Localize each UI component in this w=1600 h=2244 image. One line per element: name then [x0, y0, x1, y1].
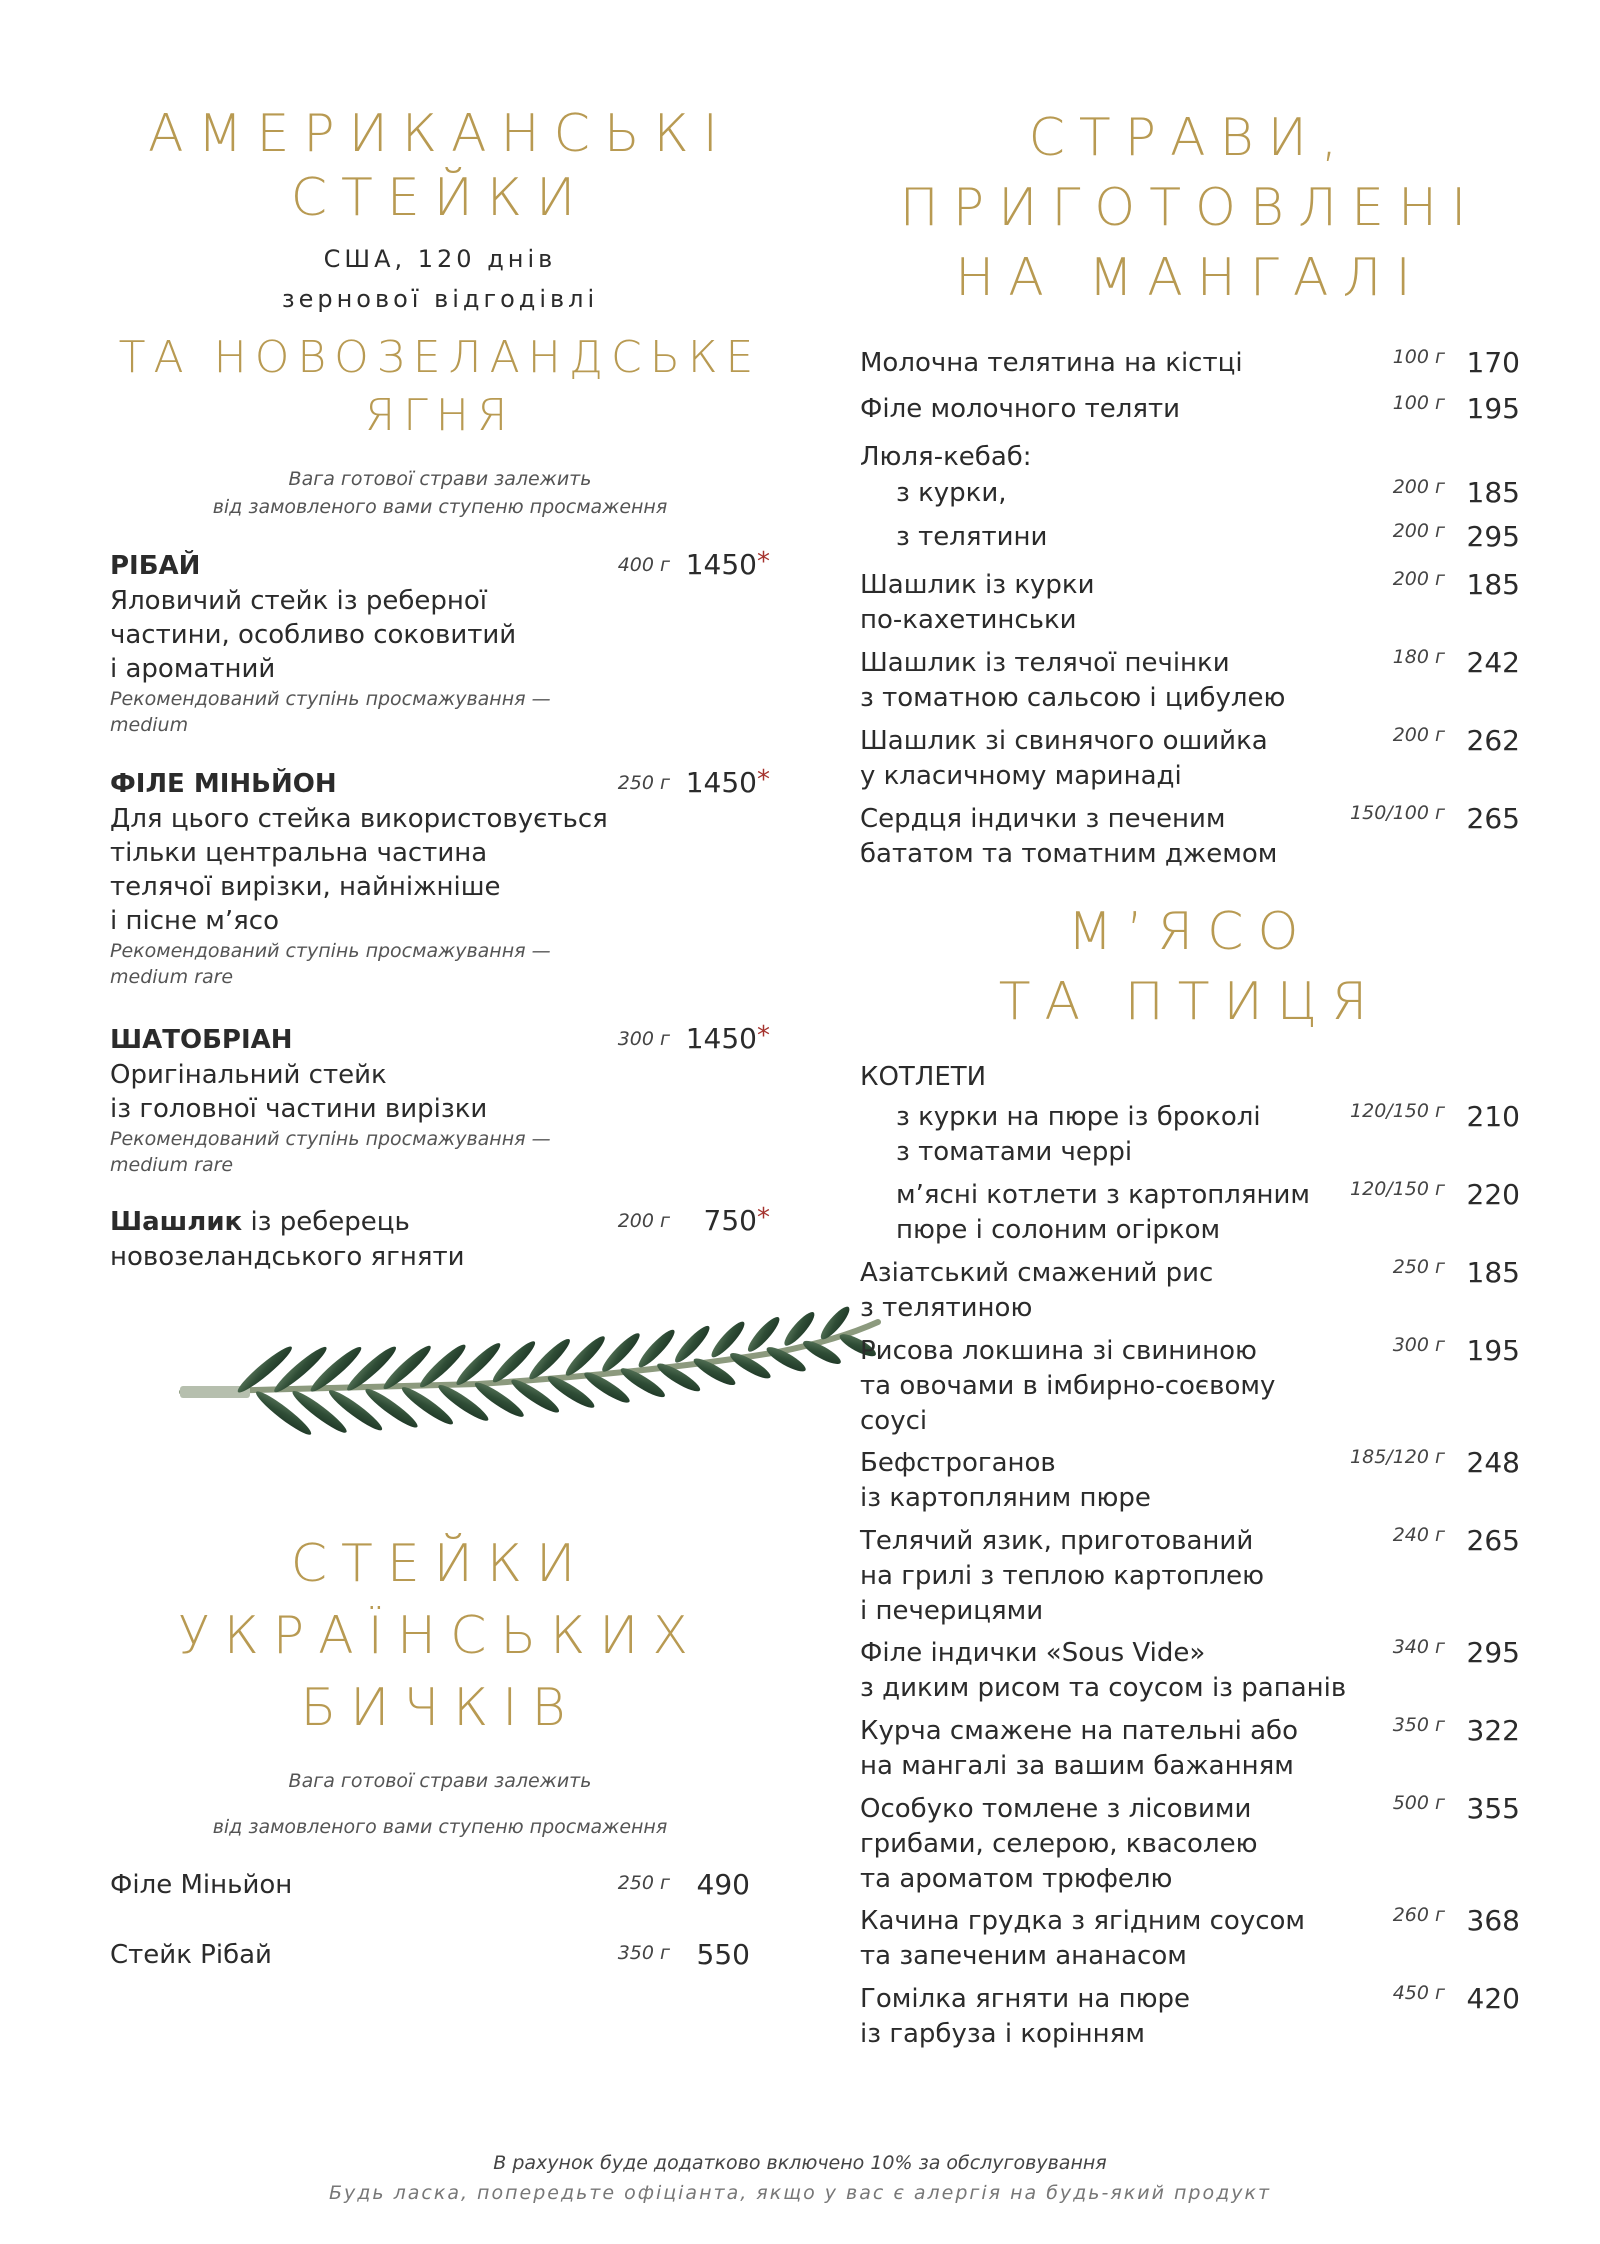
grill-menu-item — [860, 346, 1520, 381]
item-weight: 120/150 г — [1350, 1100, 1445, 1122]
asterisk-mark: * — [757, 765, 770, 795]
meat-title-line1: М’ЯСО — [1067, 902, 1313, 962]
item-description-line: тільки центральна частина — [110, 838, 488, 868]
item-title — [110, 1204, 770, 1240]
recommended-doneness: medium rare — [110, 1154, 234, 1176]
meat-menu-item — [860, 1792, 1520, 1897]
american-note-line1: Вага готової страви залежить — [288, 468, 592, 490]
asterisk-mark: * — [757, 1203, 770, 1233]
item-title-text: ШАТОБРІАН — [110, 1025, 293, 1055]
item-title-text: Шашлик — [110, 1207, 243, 1237]
meat-menu-item — [860, 1256, 1520, 1326]
item-price: 550 — [696, 1938, 750, 1971]
allergy-note: Будь ласка, попередьте офіціанта, якщо у вас є алергія на будь-який продукт — [328, 2182, 1272, 2204]
recommended-doneness: medium — [110, 714, 189, 736]
item-weight: 200 г — [1392, 724, 1445, 746]
item-name-line: Телячий язик, приготований — [860, 1526, 1254, 1556]
item-name-line: із картопляним пюре — [860, 1483, 1151, 1513]
item-weight: 120/150 г — [1350, 1178, 1445, 1200]
american-menu-item — [110, 548, 770, 738]
item-price: 420 — [1466, 1982, 1520, 2015]
item-price: 368 — [1466, 1904, 1520, 1937]
item-weight: 200 г — [1392, 568, 1445, 590]
item-weight: 250 г — [617, 1872, 670, 1894]
item-name-line: Рисова локшина зі свининою — [860, 1336, 1257, 1366]
item-name-line: з телятиною — [860, 1293, 1033, 1323]
grill-menu-item — [860, 802, 1520, 872]
item-price — [686, 1022, 770, 1055]
grill-menu-item — [860, 646, 1520, 716]
rosemary-sprig-image — [178, 1300, 898, 1540]
item-price: 195 — [1466, 1334, 1520, 1367]
item-weight: 250 г — [617, 772, 670, 794]
item-title-rest: із реберець — [242, 1207, 410, 1237]
item-name-line: на мангалі за вашим бажанням — [860, 1751, 1294, 1781]
item-weight: 150/100 г — [1350, 802, 1445, 824]
item-name-line: Філе молочного теляти — [860, 394, 1181, 424]
item-name-line: Шашлик зі свинячого ошийка — [860, 726, 1268, 756]
item-weight: 350 г — [1392, 1714, 1445, 1736]
grill-menu-item — [860, 440, 1520, 475]
meat-menu-item — [860, 1714, 1520, 1784]
item-price: 185 — [1466, 476, 1520, 509]
ukrainian-title-line1: СТЕЙКИ — [290, 1534, 590, 1594]
grill-title-line3: НА МАНГАЛІ — [955, 248, 1425, 308]
item-weight: 300 г — [617, 1028, 670, 1050]
item-name-line: Шашлик із курки — [860, 570, 1095, 600]
meat-menu-item — [860, 1334, 1520, 1439]
item-weight: 100 г — [1392, 346, 1445, 368]
item-price: 248 — [1466, 1446, 1520, 1479]
item-title-text: РІБАЙ — [110, 551, 201, 581]
item-price: 262 — [1466, 724, 1520, 757]
item-title-text: ФІЛЕ МІНЬЙОН — [110, 769, 337, 799]
item-name-line: з курки, — [896, 478, 1007, 508]
american-title-line2: СТЕЙКИ — [290, 168, 590, 228]
grill-title-line2: ПРИГОТОВЛЕНІ — [899, 178, 1481, 238]
item-weight: 250 г — [1392, 1256, 1445, 1278]
ukrainian-menu-item — [110, 1868, 770, 1903]
item-weight: 260 г — [1392, 1904, 1445, 1926]
item-weight: 340 г — [1392, 1636, 1445, 1658]
item-weight: 180 г — [1392, 646, 1445, 668]
item-weight: 200 г — [617, 1210, 670, 1232]
item-price — [704, 1204, 770, 1237]
meat-menu-item — [860, 1100, 1520, 1170]
ukrainian-note-line1: Вага готової страви залежить — [288, 1770, 592, 1792]
item-name-line: Філе індички «Sous Vide» — [860, 1638, 1206, 1668]
meat-menu-item — [860, 1524, 1520, 1629]
item-price: 242 — [1466, 646, 1520, 679]
item-description-line: і ароматний — [110, 654, 276, 684]
item-weight: 185/120 г — [1350, 1446, 1445, 1468]
item-title — [110, 1022, 770, 1058]
grill-menu-item — [860, 724, 1520, 794]
item-name-line: соусі — [860, 1406, 928, 1436]
item-weight: 500 г — [1392, 1792, 1445, 1814]
asterisk-mark: * — [757, 547, 770, 577]
item-name-line: Сердця індички з печеним — [860, 804, 1226, 834]
american-menu-item — [110, 1204, 770, 1274]
item-price: 295 — [1466, 520, 1520, 553]
item-name-line: із гарбуза і корінням — [860, 2019, 1145, 2049]
item-price — [686, 766, 770, 799]
item-description-line: новозеландського ягняти — [110, 1242, 465, 1272]
american-sub-line1: США, 120 днів — [323, 245, 557, 273]
item-name-line: у класичному маринаді — [860, 761, 1182, 791]
item-name-line: з томатною сальсою і цибулею — [860, 683, 1286, 713]
american-title-line4: ЯГНЯ — [364, 390, 516, 441]
item-weight: 200 г — [1392, 476, 1445, 498]
item-description-line: із головної частини вирізки — [110, 1094, 488, 1124]
ukrainian-menu-item — [110, 1938, 770, 1973]
recommended-doneness: medium rare — [110, 966, 234, 988]
price-value: 1450 — [685, 548, 757, 581]
item-name-line: Бефстроганов — [860, 1448, 1056, 1478]
item-name-line: Азіатський смажений рис — [860, 1258, 1214, 1288]
meat-menu-item — [860, 1446, 1520, 1516]
item-name-line: на грилі з теплою картоплею — [860, 1561, 1264, 1591]
american-sub-line2: зернової відгодівлі — [281, 284, 599, 313]
item-description-line: Яловичий стейк із реберної — [110, 586, 488, 616]
meat-menu-item — [860, 1178, 1520, 1248]
item-name: Філе Міньйон — [110, 1870, 293, 1900]
item-name-line: Особуко томлене з лісовими — [860, 1794, 1252, 1824]
ukrainian-title-line2: УКРАЇНСЬКИХ — [178, 1606, 702, 1666]
item-title — [110, 766, 770, 802]
grill-menu-item — [860, 520, 1520, 555]
item-name-line: Молочна телятина на кістці — [860, 348, 1243, 378]
meat-title-line2: ТА ПТИЦЯ — [998, 972, 1382, 1032]
item-name-line: та ароматом трюфелю — [860, 1864, 1173, 1894]
item-description-line: телячої вирізки, найніжніше — [110, 872, 501, 902]
item-name-line: по-кахетинськи — [860, 605, 1077, 635]
price-value: 1450 — [685, 766, 757, 799]
item-price: 322 — [1466, 1714, 1520, 1747]
item-price: 355 — [1466, 1792, 1520, 1825]
item-price: 265 — [1466, 1524, 1520, 1557]
item-name-line: Качина грудка з ягідним соусом — [860, 1906, 1306, 1936]
item-description-line: і пісне м’ясо — [110, 906, 279, 936]
american-title-line3: ТА НОВОЗЕЛАНДСЬКЕ — [118, 332, 762, 383]
item-weight: 450 г — [1392, 1982, 1445, 2004]
grill-title-line1: СТРАВИ, — [1028, 108, 1352, 168]
item-name-line: КОТЛЕТИ — [860, 1062, 987, 1092]
item-name-line: з томатами черрі — [896, 1137, 1133, 1167]
item-price: 295 — [1466, 1636, 1520, 1669]
rosemary-leaf — [253, 1387, 315, 1439]
rosemary-leaf — [708, 1318, 749, 1361]
item-price: 265 — [1466, 802, 1520, 835]
item-weight: 300 г — [1392, 1334, 1445, 1356]
item-name-line: м’ясні котлети з картопляним — [896, 1180, 1311, 1210]
item-name-line: Люля-кебаб: — [860, 442, 1032, 472]
footer — [0, 2152, 1600, 2204]
recommended-doneness: Рекомендований ступінь просмажування — — [110, 1128, 551, 1150]
ukrainian-title-line3: БИЧКІВ — [300, 1678, 580, 1738]
service-charge-note: В рахунок буде додатково включено 10% за обслуговування — [493, 2152, 1107, 2174]
item-description-line: частини, особливо соковитий — [110, 620, 517, 650]
grill-menu-item — [860, 392, 1520, 427]
meat-menu-item — [860, 1060, 1520, 1095]
item-name-line: і печерицями — [860, 1596, 1044, 1626]
item-name-line: та овочами в імбирно-соєвому — [860, 1371, 1276, 1401]
meat-menu-item — [860, 1636, 1520, 1706]
item-weight: 400 г — [617, 554, 670, 576]
item-price — [686, 548, 770, 581]
recommended-doneness: Рекомендований ступінь просмажування — — [110, 940, 551, 962]
item-price: 210 — [1466, 1100, 1520, 1133]
american-menu-item — [110, 766, 770, 990]
price-value: 1450 — [685, 1022, 757, 1055]
item-price: 185 — [1466, 1256, 1520, 1289]
american-menu-item — [110, 1022, 770, 1178]
ukrainian-note-line2: від замовленого вами ступеню просмаження — [212, 1815, 668, 1838]
american-note-line2: від замовленого вами ступеню просмаження — [212, 495, 668, 518]
item-name-line: з диким рисом та соусом із рапанів — [860, 1673, 1347, 1703]
item-price: 195 — [1466, 392, 1520, 425]
meat-menu-item — [860, 1904, 1520, 1974]
meat-menu-item — [860, 1982, 1520, 2052]
item-price: 490 — [696, 1868, 750, 1901]
item-description-line: Для цього стейка використовується — [110, 804, 608, 834]
item-name: Стейк Рібай — [110, 1940, 272, 1970]
item-name-line: з курки на пюре із броколі — [896, 1102, 1261, 1132]
item-weight: 240 г — [1392, 1524, 1445, 1546]
item-weight: 350 г — [617, 1942, 670, 1964]
item-name-line: бататом та томатним джемом — [860, 839, 1278, 869]
item-name-line: Курча смажене на пательні або — [860, 1716, 1299, 1746]
item-price: 170 — [1466, 346, 1520, 379]
item-name-line: та запеченим ананасом — [860, 1941, 1187, 1971]
item-name-line: Шашлик із телячої печінки — [860, 648, 1230, 678]
item-weight: 100 г — [1392, 392, 1445, 414]
item-title — [110, 548, 770, 584]
grill-menu-item — [860, 476, 1520, 511]
item-description-line: Оригінальний стейк — [110, 1060, 387, 1090]
item-name-line: пюре і солоним огірком — [896, 1215, 1221, 1245]
item-name-line: грибами, селерою, квасолею — [860, 1829, 1258, 1859]
grill-menu-item — [860, 568, 1520, 638]
item-name-line: з телятини — [896, 522, 1048, 552]
american-title-line1: АМЕРИКАНСЬКІ — [148, 104, 732, 164]
item-weight: 200 г — [1392, 520, 1445, 542]
item-name-line: Гомілка ягняти на пюре — [860, 1984, 1190, 2014]
item-price: 220 — [1466, 1178, 1520, 1211]
asterisk-mark: * — [757, 1021, 770, 1051]
price-value: 750 — [703, 1204, 757, 1237]
item-price: 185 — [1466, 568, 1520, 601]
recommended-doneness: Рекомендований ступінь просмажування — — [110, 688, 551, 710]
